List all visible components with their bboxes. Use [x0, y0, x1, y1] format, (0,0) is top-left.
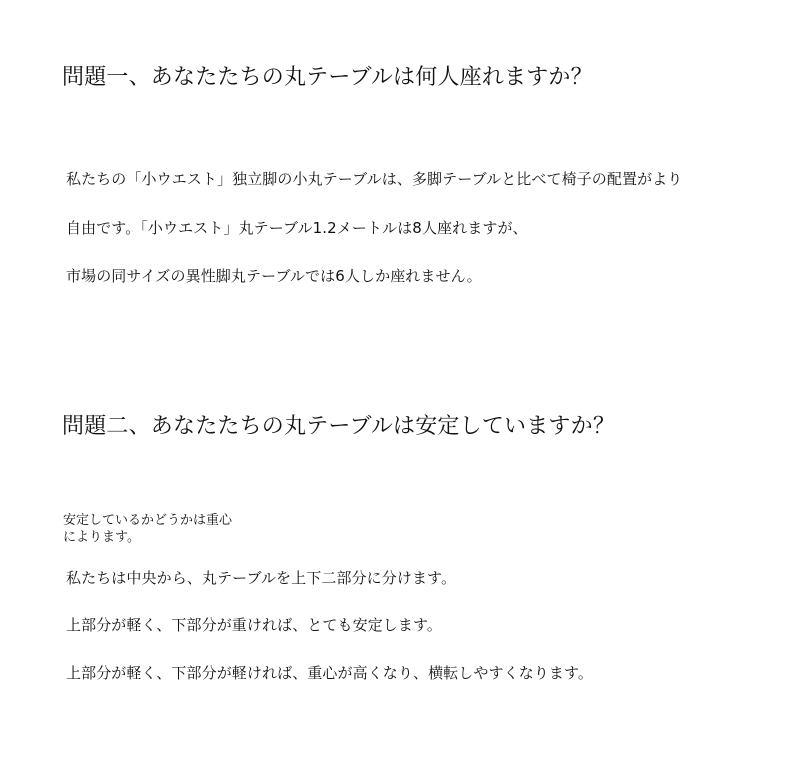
- answer-1-line-2: 自由です。「小ウエスト」丸テーブル1.2メートルは8人座れますが、: [66, 219, 528, 237]
- question-1-title: 問題一、あなたたちの丸テーブルは何人座れますか？: [62, 65, 593, 90]
- answer-2-line-2: 上部分が軽く、下部分が重ければ、とても安定します。: [66, 616, 443, 634]
- answer-2-line-1: 私たちは中央から、丸テーブルを上下二部分に分けます。: [66, 569, 457, 587]
- answer-1-line-1: 私たちの「小ウエスト」独立脚の小丸テーブルは、多脚テーブルと比べて椅子の配置がより: [66, 170, 683, 188]
- note-line-1: 安定しているかどうかは重心: [63, 513, 233, 528]
- question-2-title: 問題二、あなたたちの丸テーブルは安定していますか？: [62, 414, 616, 439]
- note-line-2: によります。: [63, 530, 140, 545]
- center-of-gravity-note: [63, 512, 232, 546]
- answer-2-line-3: 上部分が軽く、下部分が軽ければ、重心が高くなり、横転しやすくなります。: [66, 664, 594, 682]
- answer-1-line-3: 市場の同サイズの異性脚丸テーブルでは6人しか座れません。: [66, 267, 482, 285]
